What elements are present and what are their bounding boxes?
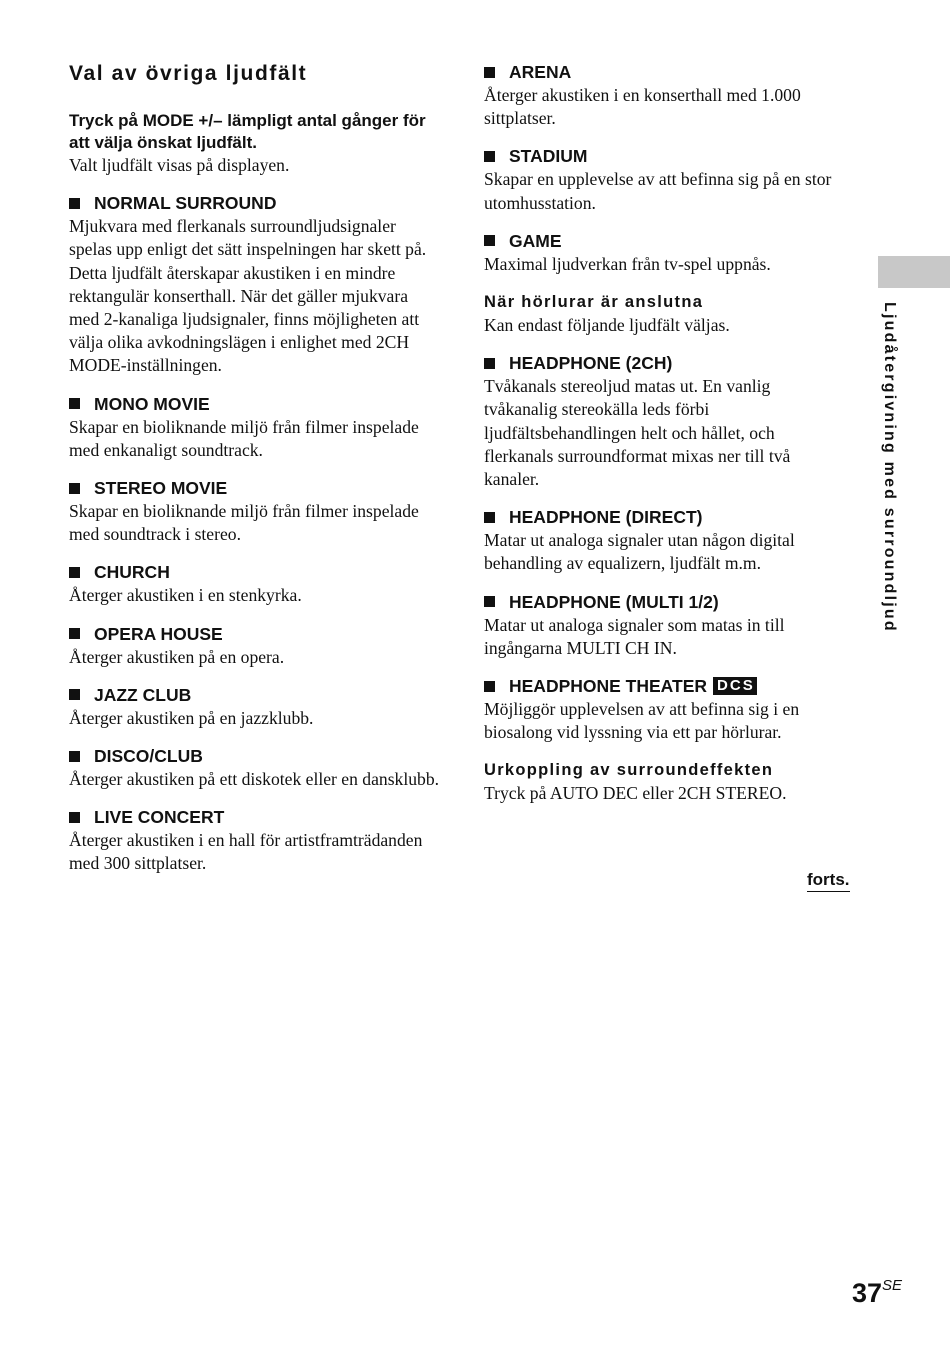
section-heading-label: HEADPHONE (DIRECT) [509, 507, 703, 528]
square-bullet-icon [69, 628, 80, 639]
section-heading [69, 392, 441, 416]
section-church [69, 560, 441, 607]
square-bullet-icon [484, 681, 495, 692]
section-heading-label: OPERA HOUSE [94, 623, 223, 644]
section-stereo-movie [69, 476, 441, 546]
page-number-value: 37 [852, 1278, 883, 1308]
square-bullet-icon [484, 151, 495, 162]
section-text: Skapar en bioliknande miljö från filmer inspelade med soundtrack i stereo. [69, 501, 419, 545]
page-title: Val av övriga ljudfält [69, 62, 308, 85]
square-bullet-icon [484, 512, 495, 523]
section-text: Återger akustiken på en jazzklubb. [69, 707, 314, 728]
section-heading-label: STEREO MOVIE [94, 478, 228, 499]
side-tab-marker [878, 256, 950, 288]
square-bullet-icon [69, 483, 80, 494]
section-opera-house [69, 622, 441, 669]
section-heading-label: LIVE CONCERT [94, 807, 225, 828]
continued-marker: forts. [807, 869, 850, 892]
section-heading [484, 351, 844, 375]
section-heading-label: DISCO/CLUB [94, 746, 203, 767]
section-text: Återger akustiken på ett diskotek eller en dansklubb. [69, 769, 440, 790]
section-mono-movie [69, 392, 441, 462]
page-number-suffix: SE [882, 1277, 903, 1294]
section-text: Återger akustiken i en stenkyrka. [69, 585, 302, 606]
square-bullet-icon [484, 67, 495, 78]
section-disco-club [69, 744, 441, 791]
square-bullet-icon [69, 198, 80, 209]
square-bullet-icon [484, 358, 495, 369]
section-game [484, 229, 844, 276]
chapter-side-label: Ljudåtergivning med surroundljud [881, 302, 898, 633]
square-bullet-icon [69, 689, 80, 700]
left-section-list [69, 191, 441, 875]
section-text: Återger akustiken på en opera. [69, 646, 285, 667]
square-bullet-icon [484, 596, 495, 607]
section-heading [69, 560, 441, 584]
section-heading-label: HEADPHONE (MULTI 1/2) [509, 591, 719, 612]
disable-subheading: Urkoppling av surroundeffekten [484, 761, 774, 780]
square-bullet-icon [69, 398, 80, 409]
square-bullet-icon [484, 235, 495, 246]
dcs-badge: DCS [713, 677, 757, 695]
right-section-list-b [484, 351, 844, 660]
section-headphone-2ch [484, 351, 844, 491]
section-heading-label: GAME [509, 230, 562, 251]
section-heading-label: STADIUM [509, 146, 588, 167]
right-section-list-a [484, 60, 844, 276]
section-text: Återger akustiken i en konserthall med 1.000 sittplatser. [484, 85, 801, 129]
page-number [852, 1270, 902, 1309]
section-heading [484, 505, 844, 529]
section-text: Skapar en upplevelse av att befinna sig på en stor utomhusstation. [484, 169, 832, 213]
section-stadium [484, 144, 844, 214]
section-text: Möjliggör upplevelsen av att befinna sig i en biosalong vid lyssning via ett par hörlurar. [484, 699, 800, 743]
section-jazz-club [69, 683, 441, 730]
disable-text: Tryck på AUTO DEC eller 2CH STEREO. [484, 783, 787, 804]
section-heading-label: HEADPHONE THEATER [509, 676, 708, 697]
section-heading [69, 744, 441, 768]
section-heading [484, 590, 844, 614]
section-heading [484, 144, 844, 168]
instruction-note: Valt ljudfält visas på displayen. [69, 155, 290, 175]
headphone-subheading: När hörlurar är anslutna [484, 293, 704, 312]
square-bullet-icon [69, 812, 80, 823]
section-heading [69, 191, 441, 215]
section-heading [484, 229, 844, 253]
section-normal-surround [69, 191, 441, 377]
square-bullet-icon [69, 751, 80, 762]
section-headphone-theater [484, 674, 844, 744]
section-heading-label: MONO MOVIE [94, 393, 210, 414]
section-headphone-multi-1-2 [484, 590, 844, 660]
left-column [69, 60, 441, 876]
section-heading [69, 805, 441, 829]
section-text: Tvåkanals stereoljud matas ut. En vanlig tvåkanalig stereokälla leds förbi ljudfältsbehandlingen helt och hållet, och flerkanals surroundformat mixas ner till två kanaler. [484, 376, 791, 490]
section-heading-label: NORMAL SURROUND [94, 193, 277, 214]
section-text: Maximal ljudverkan från tv-spel uppnås. [484, 253, 771, 274]
section-heading-label: HEADPHONE (2CH) [509, 353, 673, 374]
section-text: Skapar en bioliknande miljö från filmer inspelade med enkanaligt soundtrack. [69, 416, 419, 460]
section-heading [69, 683, 441, 707]
section-heading [69, 476, 441, 500]
section-live-concert [69, 805, 441, 875]
section-heading [69, 622, 441, 646]
section-heading [484, 60, 844, 84]
section-text: Mjukvara med flerkanals surroundljudsignaler spelas upp enligt det sätt inspelningen har skett på. Detta ljudfält återskapar akustiken i en mindre rektangulär konserthall. När det gäller mjukvara med 2-kanaliga ljudsignaler, finns möjligheten att välja olika avkodningslägen i enlighet med 2CH MODE-inställningen. [69, 216, 427, 376]
square-bullet-icon [69, 567, 80, 578]
right-column [484, 60, 844, 806]
section-headphone-direct [484, 505, 844, 575]
section-heading-label: ARENA [509, 62, 572, 82]
headphone-note: Kan endast följande ljudfält väljas. [484, 315, 730, 336]
section-heading-label: JAZZ CLUB [94, 684, 192, 705]
section-arena [484, 60, 844, 130]
section-heading [484, 674, 844, 698]
section-heading-label: CHURCH [94, 562, 170, 583]
instruction-text: Tryck på MODE +/– lämpligt antal gånger för att välja önskat ljudfält. [69, 111, 426, 152]
section-text: Matar ut analoga signaler utan någon digital behandling av equalizern, ljudfält m.m. [484, 530, 795, 574]
section-text: Återger akustiken i en hall för artistframträdanden med 300 sittplatser. [69, 830, 423, 874]
section-text: Matar ut analoga signaler som matas in till ingångarna MULTI CH IN. [484, 614, 785, 658]
